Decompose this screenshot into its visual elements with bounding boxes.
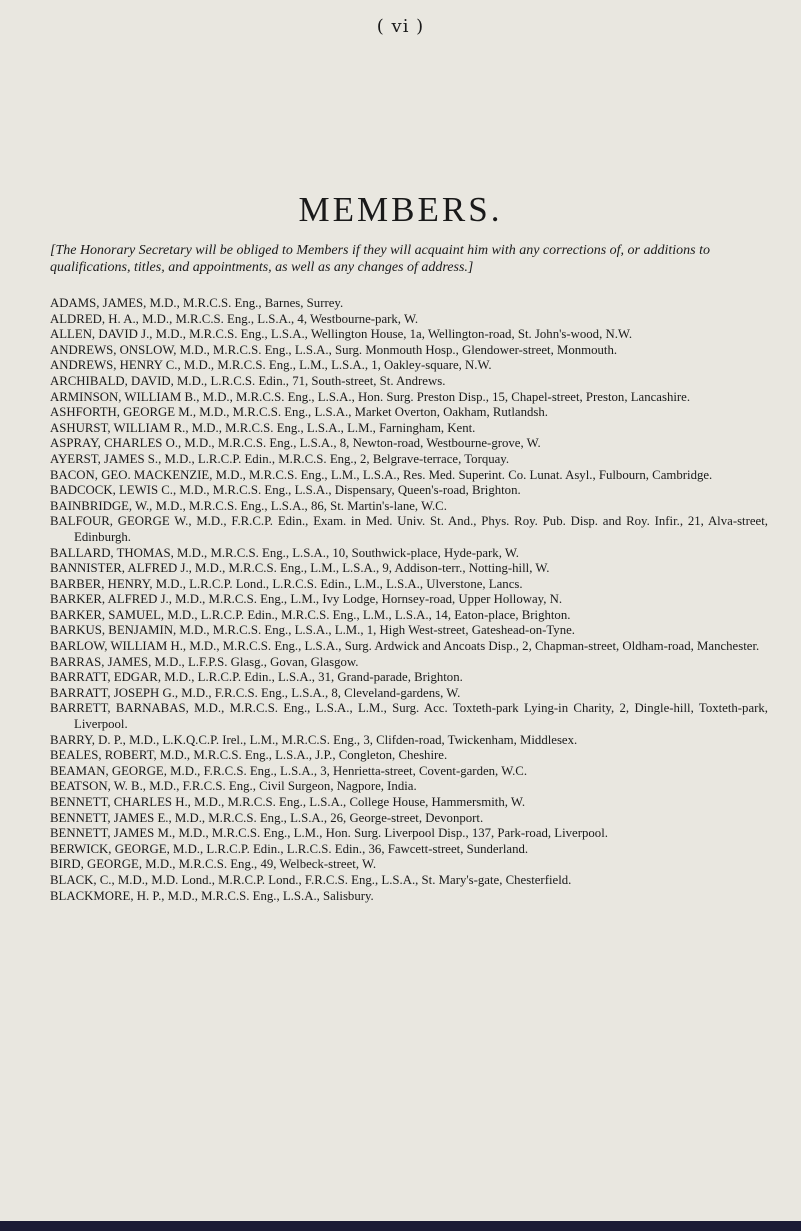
member-entry: ASPRAY, CHARLES O., M.D., M.R.C.S. Eng., L.S.A., 8, Newton-road, Westbourne-grove, W.: [50, 436, 541, 451]
member-entry: BIRD, GEORGE, M.D., M.R.C.S. Eng., 49, Welbeck-street, W.: [50, 857, 377, 872]
member-entry: BARKER, ALFRED J., M.D., M.R.C.S. Eng., L.M., Ivy Lodge, Hornsey-road, Upper Holloway, N.: [50, 592, 563, 607]
member-entry: BACON, GEO. MACKENZIE, M.D., M.R.C.S. Eng., L.M., L.S.A., Res. Med. Superint. Co. Lunat. Asyl., Fulbourn, Cambridge.: [50, 467, 713, 482]
member-entry: BARRAS, JAMES, M.D., L.F.P.S. Glasg., Govan, Glasgow.: [50, 654, 359, 669]
member-entry: BENNETT, JAMES M., M.D., M.R.C.S. Eng., L.M., Hon. Surg. Liverpool Disp., 137, Park-road, Liverpool.: [50, 826, 608, 841]
member-entry: BARRATT, JOSEPH G., M.D., F.R.C.S. Eng., L.S.A., 8, Cleveland-gardens, W.: [50, 685, 461, 700]
page-title: MEMBERS.: [298, 190, 503, 229]
member-entry: BADCOCK, LEWIS C., M.D., M.R.C.S. Eng., L.S.A., Dispensary, Queen's-road, Brighton.: [50, 483, 521, 498]
member-entry: BENNETT, CHARLES H., M.D., M.R.C.S. Eng., L.S.A., College House, Hammersmith, W.: [50, 795, 526, 809]
member-list: [50, 296, 768, 904]
member-entry: BERWICK, GEORGE, M.D., L.R.C.P. Edin., L.R.C.S. Edin., 36, Fawcett-street, Sunderland.: [50, 841, 529, 856]
member-entry: BENNETT, JAMES E., M.D., M.R.C.S. Eng., L.S.A., 26, George-street, Devonport.: [50, 810, 484, 825]
member-entry: BEAMAN, GEORGE, M.D., F.R.C.S. Eng., L.S.A., 3, Henrietta-street, Covent-garden, W.C.: [50, 763, 528, 778]
member-entry: BARLOW, WILLIAM H., M.D., M.R.C.S. Eng., L.S.A., Surg. Ardwick and Ancoats Disp., 2, Chapman-street, Oldham-road, Manchester.: [50, 639, 760, 654]
member-entry: BANNISTER, ALFRED J., M.D., M.R.C.S. Eng., L.M., L.S.A., 9, Addison-terr., Notting-hill, W.: [50, 561, 550, 576]
member-entry: BARKUS, BENJAMIN, M.D., M.R.C.S. Eng., L.S.A., L.M., 1, High West-street, Gateshead-on-Tyne.: [50, 623, 575, 638]
member-entry: ALLEN, DAVID J., M.D., M.R.C.S. Eng., L.S.A., Wellington House, 1a, Wellington-road, St. John's-wood, N.W.: [50, 327, 633, 342]
member-entry: ARCHIBALD, DAVID, M.D., L.R.C.S. Edin., 71, South-street, St. Andrews.: [50, 373, 446, 388]
member-entry: BARRATT, EDGAR, M.D., L.R.C.P. Edin., L.S.A., 31, Grand-parade, Brighton.: [50, 670, 463, 685]
member-entry: ASHFORTH, GEORGE M., M.D., M.R.C.S. Eng., L.S.A., Market Overton, Oakham, Rutlandsh.: [50, 405, 548, 420]
member-entry: BLACKMORE, H. P., M.D., M.R.C.S. Eng., L.S.A., Salisbury.: [50, 888, 374, 903]
member-entry: AYERST, JAMES S., M.D., L.R.C.P. Edin., M.R.C.S. Eng., 2, Belgrave-terrace, Torquay.: [50, 451, 510, 466]
member-entry: ARMINSON, WILLIAM B., M.D., M.R.C.S. Eng., L.S.A., Hon. Surg. Preston Disp., 15, Chapel-street, Preston, Lancashire.: [50, 389, 691, 404]
member-entry: ANDREWS, ONSLOW, M.D., M.R.C.S. Eng., L.S.A., Surg. Monmouth Hosp., Glendower-street, Monmouth.: [50, 342, 618, 357]
member-entry: BALLARD, THOMAS, M.D., M.R.C.S. Eng., L.S.A., 10, Southwick-place, Hyde-park, W.: [50, 545, 519, 560]
member-entry: BEALES, ROBERT, M.D., M.R.C.S. Eng., L.S.A., J.P., Congleton, Cheshire.: [50, 748, 448, 763]
member-entry: BALFOUR, GEORGE W., M.D., F.R.C.P. Edin., Exam. in Med. Univ. St. And., Phys. Roy. Pub. Disp. and Roy. Infir., 21, Alva-street, Edinburgh.: [50, 514, 768, 544]
member-entry: ADAMS, JAMES, M.D., M.R.C.S. Eng., Barnes, Surrey.: [50, 296, 344, 310]
member-entry: BAINBRIDGE, W., M.D., M.R.C.S. Eng., L.S.A., 86, St. Martin's-lane, W.C.: [50, 498, 447, 513]
member-entry: BLACK, C., M.D., M.D. Lond., M.R.C.P. Lond., F.R.C.S. Eng., L.S.A., St. Mary's-gate, Chesterfield.: [50, 872, 572, 887]
member-entry: BARRY, D. P., M.D., L.K.Q.C.P. Irel., L.M., M.R.C.S. Eng., 3, Clifden-road, Twickenham, Middlesex.: [50, 732, 578, 747]
member-entry: ALDRED, H. A., M.D., M.R.C.S. Eng., L.S.A., 4, Westbourne-park, W.: [50, 311, 419, 326]
member-entry: ASHURST, WILLIAM R., M.D., M.R.C.S. Eng., L.S.A., L.M., Farningham, Kent.: [50, 420, 476, 435]
member-entry: BARBER, HENRY, M.D., L.R.C.P. Lond., L.R.C.S. Edin., L.M., L.S.A., Ulverstone, Lancs.: [50, 576, 523, 591]
member-entry: BEATSON, W. B., M.D., F.R.C.S. Eng., Civil Surgeon, Nagpore, India.: [50, 779, 417, 794]
member-entry: ANDREWS, HENRY C., M.D., M.R.C.S. Eng., L.M., L.S.A., 1, Oakley-square, N.W.: [50, 358, 492, 373]
page-number: ( vi ): [376, 16, 425, 37]
member-entry: BARKER, SAMUEL, M.D., L.R.C.P. Edin., M.R.C.S. Eng., L.M., L.S.A., 14, Eaton-place, Brighton.: [50, 607, 571, 622]
editorial-note: [The Honorary Secretary will be obliged to Members if they will acquaint him with any corrections of, or additions to qualifications, titles, and appointments, as well as any changes of address.]: [50, 243, 711, 275]
member-entry: BARRETT, BARNABAS, M.D., M.R.C.S. Eng., L.S.A., L.M., Surg. Acc. Toxteth-park Lying-in Charity, 2, Dingle-hill, Toxteth-park, Liverpool.: [50, 701, 768, 732]
page-bottom-edge: [0, 1221, 801, 1231]
